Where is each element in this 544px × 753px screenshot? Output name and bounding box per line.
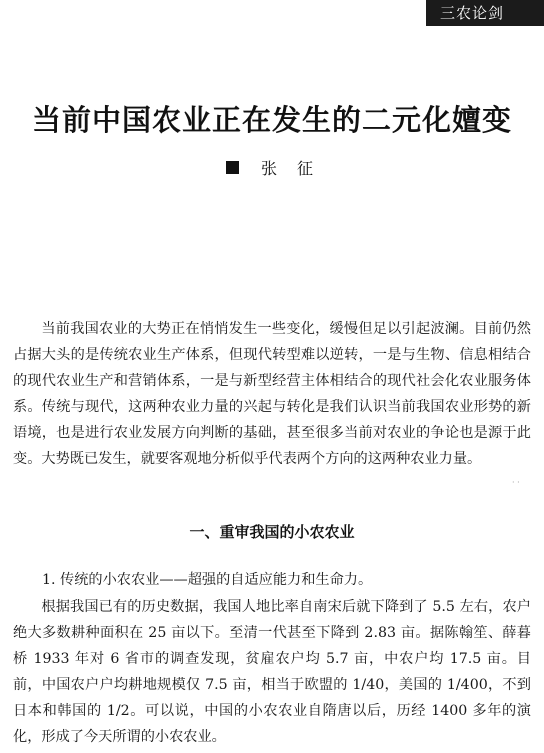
column-tag: 三农论剑 [426, 0, 544, 26]
article-title: 当前中国农业正在发生的二元化嬗变 [31, 103, 512, 137]
author-line [226, 156, 333, 179]
square-bullet-icon [226, 161, 239, 174]
scan-artifact: · · [512, 478, 520, 487]
intro-paragraph: 当前我国农业的大势正在悄悄发生一些变化，缓慢但足以引起波澜。目前仍然占据大头的是传统农业生产体系，但现代转型难以逆转，一是与生物、信息相结合的现代农业生产和营销体系，一是与新型经营主体相结合的现代社会化农业服务体系。传统与现代，这两种农业力量的兴起与转化是我们认识当前我国农业形势的新语境，也是进行农业发展方向判断的基础，甚至很多当前对农业的争论也是源于此变。大势既已发生，就要客观地分析似乎代表两个方向的这两种农业力量。 [13, 321, 531, 468]
intro-section [13, 316, 531, 473]
subsection-heading: 1. 传统的小农农业——超强的自适应能力和生命力。 [42, 572, 373, 588]
history-section [13, 594, 531, 751]
author-name: 张征 [261, 159, 334, 178]
history-paragraph: 根据我国已有的历史数据，我国人地比率自南宋后就下降到了 5.5 左右，农户绝大多数耕种面积在 25 亩以下。至清一代甚至下降到 2.83 亩。据陈翰笙、薛暮桥 1933 年对 6 省市的调查发现，贫雇农户均 5.7 亩，中农户均 17.5 亩。目前，中国农户户均耕地规模仅 7.5 亩，相当于欧盟的 1/40，美国的 1/400，不到日本和韩国的 1/2。可以说，中国的小农农业自隋唐以后，历经 1400 多年的演化，形成了今天所谓的小农农业。 [13, 599, 531, 746]
section-heading: 一、重审我国的小农农业 [189, 523, 355, 541]
